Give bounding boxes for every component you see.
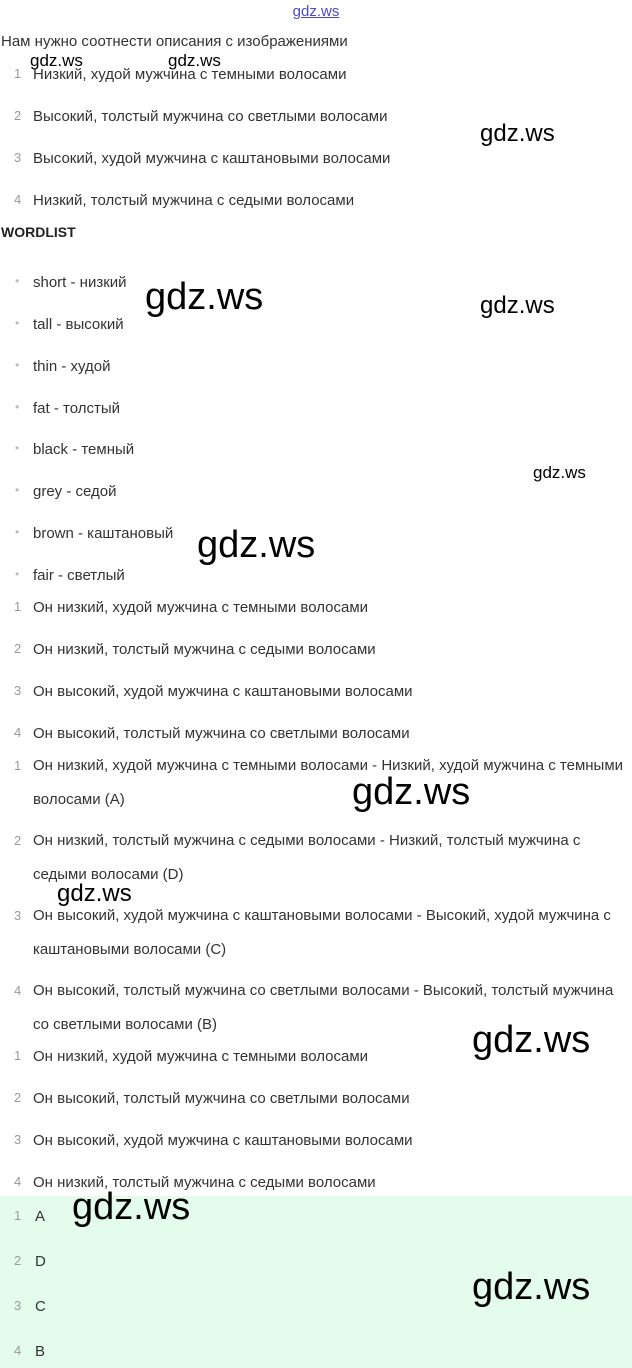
item-number: 3 <box>14 683 22 698</box>
answer-number: 3 <box>14 1298 22 1313</box>
watermark: gdz.ws <box>533 463 586 482</box>
item-text: Он высокий, худой мужчина с каштановыми волосами <box>33 683 413 700</box>
answer-number: 2 <box>14 1253 22 1268</box>
answer-letter: D <box>35 1253 46 1270</box>
watermark: gdz.ws <box>72 1186 191 1228</box>
item-text: Он высокий, толстый мужчина со светлыми волосами <box>33 1090 410 1107</box>
item-number: 4 <box>14 725 22 740</box>
bullet-icon: • <box>15 274 20 288</box>
word-text: black - темный <box>33 441 135 458</box>
watermark: gdz.ws <box>472 1019 591 1061</box>
item-text: Он высокий, худой мужчина с каштановыми волосами <box>33 1132 413 1149</box>
item-text: Высокий, худой мужчина с каштановыми волосами <box>33 150 391 167</box>
item-text: Он низкий, толстый мужчина с седыми волосами <box>33 1174 376 1191</box>
word-text: grey - седой <box>33 483 117 500</box>
item-number: 1 <box>14 1048 22 1063</box>
item-number: 2 <box>14 108 22 123</box>
bullet-icon: • <box>15 567 20 581</box>
watermark: gdz.ws <box>352 771 471 813</box>
item-number: 2 <box>14 833 22 848</box>
item-number: 3 <box>14 150 22 165</box>
item-number: 2 <box>14 641 22 656</box>
item-text: Высокий, толстый мужчина со светлыми волосами <box>33 108 388 125</box>
item-number: 2 <box>14 1090 22 1105</box>
site-link[interactable]: gdz.ws <box>292 3 340 20</box>
word-text: fat - толстый <box>33 400 121 417</box>
item-number: 3 <box>14 1132 22 1147</box>
bullet-icon: • <box>15 316 20 330</box>
bullet-icon: • <box>15 358 20 372</box>
item-number: 3 <box>14 908 22 923</box>
answer-letter: A <box>35 1208 46 1225</box>
item-text: Низкий, худой мужчина с темными волосами <box>33 66 347 83</box>
item-number: 1 <box>14 66 22 81</box>
word-text: tall - высокий <box>33 316 124 333</box>
bullet-icon: • <box>15 483 20 497</box>
item-number: 4 <box>14 983 22 998</box>
intro-text: Нам нужно соотнести описания с изображениями <box>1 33 348 50</box>
item-number: 4 <box>14 192 22 207</box>
item-text: Он высокий, худой мужчина с каштановыми волосами - Высокий, худой мужчина с каштановыми волосами (C) <box>33 907 611 958</box>
word-text: short - низкий <box>33 274 127 291</box>
item-number: 1 <box>14 758 22 773</box>
item-number: 1 <box>14 599 22 614</box>
item-text: Он низкий, толстый мужчина с седыми волосами - Низкий, толстый мужчина с седыми волосами (D) <box>33 832 581 883</box>
watermark: gdz.ws <box>30 51 83 70</box>
item-number: 4 <box>14 1174 22 1189</box>
watermark: gdz.ws <box>197 524 316 566</box>
answer-letter: C <box>35 1298 46 1315</box>
word-text: fair - светлый <box>33 567 125 584</box>
watermark: gdz.ws <box>168 51 221 70</box>
item-text: Он высокий, толстый мужчина со светлыми волосами <box>33 725 410 742</box>
wordlist-heading: WORDLIST <box>1 224 76 240</box>
word-text: thin - худой <box>33 358 111 375</box>
item-text: Он низкий, худой мужчина с темными волосами <box>33 1048 369 1065</box>
watermark: gdz.ws <box>480 120 555 147</box>
watermark: gdz.ws <box>472 1266 591 1308</box>
item-text: Низкий, толстый мужчина с седыми волосами <box>33 192 355 209</box>
item-text: Он низкий, худой мужчина с темными волосами <box>33 599 369 616</box>
answer-letter: B <box>35 1343 46 1360</box>
watermark: gdz.ws <box>57 880 132 907</box>
item-text: Он низкий, толстый мужчина с седыми волосами <box>33 641 376 658</box>
answer-number: 1 <box>14 1208 22 1223</box>
item-text: Он высокий, толстый мужчина со светлыми волосами - Высокий, толстый мужчина со светлыми волосами (B) <box>33 982 614 1033</box>
bullet-icon: • <box>15 525 20 539</box>
item-text: Он низкий, худой мужчина с темными волосами - Низкий, худой мужчина с темными волосами (A) <box>33 757 624 808</box>
answer-number: 4 <box>14 1343 22 1358</box>
word-text: brown - каштановый <box>33 525 174 542</box>
bullet-icon: • <box>15 441 20 455</box>
watermark: gdz.ws <box>480 292 555 319</box>
watermark: gdz.ws <box>145 276 264 318</box>
bullet-icon: • <box>15 400 20 414</box>
